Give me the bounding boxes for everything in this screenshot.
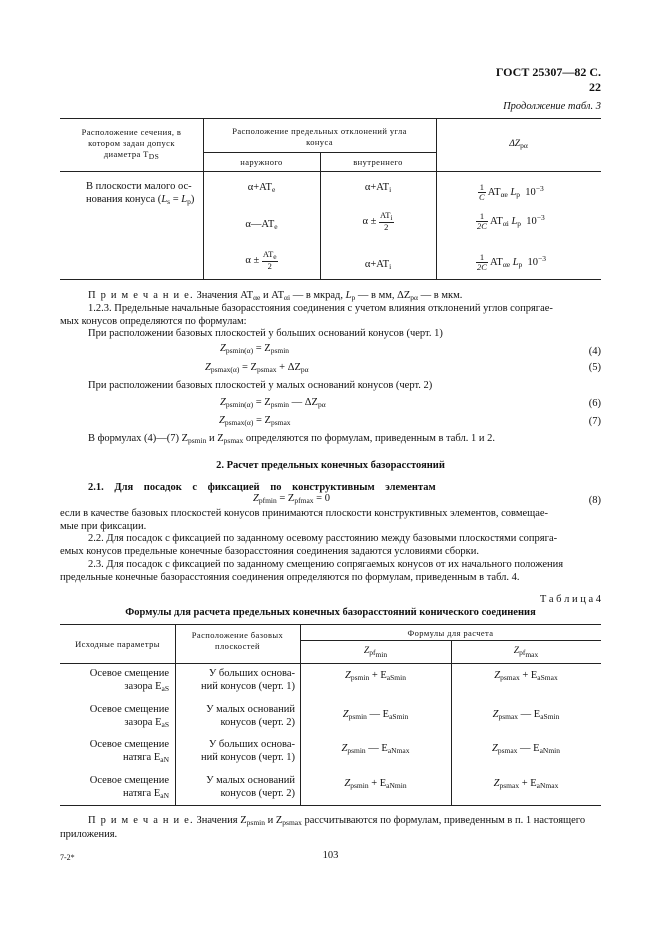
t4r2-p2	[60, 716, 169, 731]
note1: П р и м е ч а н и е. Значения $AT_{\alpha e}$ и $AT_{\alpha i}$ — в мкрад, $L_p$ — в мм, $\Delta Z_{p\alpha}$ — в мкм.	[88, 290, 463, 302]
r2-pow: 10	[526, 216, 537, 227]
table3-top-border	[60, 118, 601, 119]
table4-title: Формулы для расчета предельных конечных базорасстояний конического соединения	[125, 607, 536, 618]
table4-h3b-max: max	[525, 650, 539, 659]
note2-t1: Значения Z	[196, 815, 247, 826]
r1-coef-num: 1	[479, 182, 484, 193]
r1-ext-sub: e	[271, 185, 276, 194]
r1-at-sub: αe	[500, 190, 508, 199]
para-2-1-line3: мые при фиксации.	[60, 521, 147, 532]
r2-at: AT	[489, 216, 503, 227]
r2-int-frac-den: 2	[384, 222, 389, 232]
t4r1-b1: У больших основа-	[208, 668, 295, 679]
t4r3-p2	[60, 751, 169, 766]
f4-lhs: Z	[220, 343, 226, 354]
r2-int-frac-num-sub: i	[390, 213, 393, 222]
table3-r3-ext	[203, 250, 320, 271]
t4r3-base	[178, 738, 295, 764]
t4r4-f1	[300, 777, 451, 792]
r3-coef-den: 2C	[477, 262, 487, 273]
t4r4-f2-e: aNmax	[536, 781, 559, 790]
t4r4-f2	[451, 777, 601, 792]
note2-t2: и Z	[267, 815, 283, 826]
table3-r3-int	[320, 258, 436, 273]
r3-coef-num: 1	[476, 253, 488, 263]
page-number: 103	[322, 850, 339, 861]
f7-lhs-sub: psmax(α)	[224, 418, 254, 427]
t4r4-base	[178, 774, 295, 800]
para-2-3-line1: 2.3. Для посадок с фиксацией по заданному смещению сопрягаемых конусов от их начального положения	[88, 559, 564, 570]
table3-r1-formula	[478, 182, 544, 202]
para-2-2-line1: 2.2. Для посадок с фиксацией по заданному осевому расстоянию между базовыми плоскостями сопряга-	[88, 533, 558, 544]
t4r2-b2: конусов (черт. 2)	[220, 717, 295, 728]
formula-4-number: (4)	[588, 346, 601, 357]
formula-8	[253, 492, 330, 507]
table4-h3a-sub	[369, 648, 387, 657]
note1-t5: — в мкм.	[420, 290, 463, 301]
t4r2-b1: У малых оснований	[206, 704, 295, 715]
gost-header: ГОСТ 25307—82 С. 22	[495, 65, 601, 94]
t4r2-p1: Осевое смещение	[89, 704, 169, 715]
t4r4-f2-z: Z	[493, 778, 500, 789]
table3-col2-line2: конуса	[306, 137, 333, 147]
t4r3-f1-z: Z	[341, 743, 348, 754]
t4r1-f2	[451, 669, 601, 684]
table3-col2b-header: внутреннего	[353, 157, 403, 167]
t4r3-f2-s: psmax	[497, 746, 518, 755]
f6-extra-sub: pα	[317, 400, 326, 409]
t4r1-f1-op: + E	[369, 670, 387, 681]
f6-rhs-sub: psmin	[270, 400, 290, 409]
t4r3-f2-z: Z	[491, 743, 498, 754]
t4r2-f1	[300, 708, 451, 723]
t4r2-p2-text: зазора E	[124, 717, 162, 728]
r2-ext-text: α—AT	[245, 219, 275, 230]
note1-sub3: pα	[410, 293, 418, 302]
f5-rhs: = Z	[241, 362, 257, 373]
p5-a: В формулах (4)—(7) Z	[88, 433, 189, 444]
t4r1-f1-e: aSmin	[386, 673, 406, 682]
para123-line1: 1.2.3. Предельные начальные базорасстояния соединения с учетом влияния отклонений углов сопрягае-	[88, 303, 553, 314]
p5-c: определяются по формулам, приведенным в табл. 1 и 2.	[245, 433, 495, 444]
table3-r2-ext	[203, 218, 320, 233]
table3-row-label-text: нования конуса (	[86, 194, 162, 205]
r2-int-frac	[379, 211, 393, 232]
table4-h3a	[300, 645, 451, 661]
table4-h3a-z: Z	[363, 646, 370, 656]
t4r1-p2-text: зазора E	[124, 681, 162, 692]
table3-r3-formula	[476, 252, 546, 272]
t4r4-b1: У малых оснований	[206, 775, 295, 786]
r1-int-text: α+AT	[364, 182, 390, 193]
table4-h3a-pf: pf	[369, 648, 376, 657]
f5-lhs-sub: psmax(α)	[210, 365, 240, 374]
f8-mid: = Z	[279, 493, 295, 504]
table3-row-label-line2: нования конуса $(L_s = L_p)$	[86, 194, 195, 206]
note1-lead: П р и м е ч а н и е.	[88, 290, 194, 301]
r2-ext-sub: e	[274, 222, 278, 231]
formula-6	[220, 396, 326, 411]
f8-lhs: Z	[253, 493, 259, 504]
table3-col1-line1: Расположение сечения, в	[81, 127, 182, 137]
t4r3-f2	[451, 742, 601, 757]
t4r1-p2	[60, 680, 169, 695]
r2-lp-sub: p	[517, 219, 522, 228]
table3-r1-ext	[203, 181, 320, 196]
r2-coef	[476, 212, 488, 231]
r1-at: AT	[487, 187, 501, 198]
note1-sub1: αe	[253, 293, 261, 302]
formula-4	[220, 342, 289, 357]
formula-6-number: (6)	[588, 398, 601, 409]
t4r1-b2: ний конусов (черт. 1)	[200, 681, 295, 692]
r1-coef-den: C	[479, 192, 485, 203]
table3-col2a-header: наружного	[240, 157, 283, 167]
t4r1-f2-z: Z	[494, 670, 501, 681]
footer-code: 7-2*	[60, 853, 75, 862]
r1-lp-sub: p	[516, 190, 521, 199]
r3-at: AT	[489, 257, 503, 268]
t4r2-f1-op: — E	[366, 709, 390, 720]
table4-h3: Формулы для расчета	[407, 628, 494, 638]
f8-sub2: pfmax	[294, 496, 314, 505]
t4r4-p2-sub: aN	[160, 791, 169, 800]
para123-line3: При расположении базовых плоскостей у больших оснований конусов (черт. 1)	[88, 328, 443, 339]
f4-rhs-wrap	[256, 343, 271, 354]
t4r1-p2-sub: aS	[161, 684, 169, 693]
table3-col1-text: диаметра T	[103, 149, 149, 159]
r1-coef	[478, 183, 486, 202]
note2-line1	[88, 814, 585, 829]
t4r4-f1-op: + E	[368, 778, 387, 789]
t4r3-f1-e: aNmax	[387, 746, 410, 755]
r2-pow-sup: −3	[536, 213, 545, 222]
table4-h3b-z: Z	[513, 646, 520, 656]
note2-lead: П р и м е ч а н и е.	[88, 815, 194, 826]
t4r4-f2-op: + E	[519, 778, 537, 789]
r1-int-sub: i	[389, 185, 392, 194]
t4r2-f2-op: — E	[518, 709, 541, 720]
f4-lhs-sub: psmin(α)	[225, 346, 254, 355]
t4r3-p2-sub: aN	[160, 755, 169, 764]
para-2-1-line2: если в качестве базовых плоскостей конусов принимаются плоскости конструктивных элементов, совмещае-	[60, 508, 549, 519]
t4r4-p2	[60, 787, 169, 802]
t4r4-p2-text: натяга E	[122, 788, 161, 799]
t4r1-f1	[300, 669, 451, 684]
para123-line2: мых конусов определяются по формулам:	[60, 316, 247, 327]
table4-label: Т а б л и ц а 4	[539, 594, 601, 605]
f7-lhs: Z	[219, 415, 225, 426]
f5-lhs: Z	[205, 362, 211, 373]
t4r1-f2-s: psmax	[500, 673, 520, 682]
continuation-label: Продолжение табл. 3	[503, 101, 601, 112]
table4-h3b-sub	[519, 648, 538, 657]
section2-title: 2. Расчет предельных конечных базорасстояний	[216, 460, 445, 471]
table4-h2-line2: плоскостей	[215, 641, 260, 651]
table3-col1-sub: DS	[148, 152, 160, 161]
t4r2-f2-z: Z	[492, 709, 499, 720]
r3-coef	[476, 253, 488, 272]
table4-h3a-min: min	[375, 650, 388, 659]
table3-r2-formula	[476, 211, 545, 231]
formula-7-number: (7)	[588, 416, 601, 427]
t4r3-b2: ний конусов (черт. 1)	[200, 752, 295, 763]
t4r2-f2-s: psmax	[498, 712, 519, 721]
formula-8-number: (8)	[588, 495, 601, 506]
r3-lp-sub: p	[518, 260, 523, 269]
table3-col1-line2: котором задан допуск	[88, 138, 175, 148]
t4r4-f1-z: Z	[344, 778, 351, 789]
note1-t3: — в мкрад,	[292, 290, 344, 301]
table3-col3-text: ΔZ	[509, 139, 521, 149]
para123-line4: При расположении базовых плоскостей у малых оснований конусов (черт. 2)	[88, 380, 433, 391]
t4r3-param	[60, 738, 169, 766]
t4r2-base	[178, 703, 295, 729]
r3-int-text: α+AT	[364, 259, 390, 270]
table3-r1-int	[320, 181, 436, 196]
t4r2-f2	[451, 708, 601, 723]
r3-int-sub: i	[389, 262, 392, 271]
f4-rhs-sub: psmin	[270, 346, 290, 355]
table3-col3-sub: pα	[520, 141, 528, 150]
p5-b: и Z	[208, 433, 224, 444]
table3-col1-header	[60, 127, 203, 162]
para-2-1-title: 2.1. Для посадок с фиксацией по конструктивным элементам	[88, 482, 436, 493]
note1-t2: и AT	[262, 290, 285, 301]
r3-pow: 10	[527, 257, 539, 268]
table4-h2-line1: Расположение базовых	[191, 630, 284, 640]
t4r1-f2-op: + E	[519, 670, 538, 681]
para-2-2-line2: емых конусов предельные конечные базорасстояния соединения задаются условиями сборки.	[60, 546, 479, 557]
note1-t1: Значения AT	[196, 290, 254, 301]
table3-header-bottom	[60, 171, 601, 172]
r3-pow-sup: −3	[538, 254, 547, 263]
t4r3-b1: У больших основа-	[208, 739, 295, 750]
r1-ext-text: α+AT	[247, 182, 272, 193]
t4r4-f1-s: psmin	[350, 781, 369, 790]
t4r2-param	[60, 703, 169, 731]
f5-rhs-sub: psmax	[256, 365, 277, 374]
t4r2-f1-z: Z	[342, 709, 349, 720]
table4-h3b	[451, 645, 601, 661]
note2-line2: приложения.	[60, 829, 118, 840]
note1-sub2: αi	[284, 293, 291, 302]
t4r2-p2-sub: aS	[161, 720, 169, 729]
f6-extra: — ΔZ	[291, 397, 318, 408]
t4r4-param	[60, 774, 169, 802]
r3-at-sub: αe	[502, 260, 511, 269]
formula-5	[205, 361, 309, 376]
r1-lp: L	[510, 187, 517, 198]
t4r3-f1	[300, 742, 451, 757]
table3-col1-line3	[60, 149, 203, 162]
r2-int-text: α ±	[362, 215, 377, 227]
t4r1-f1-s: psmin	[350, 673, 370, 682]
t4r3-f2-op: — E	[517, 743, 540, 754]
t4r3-f1-op: — E	[365, 743, 388, 754]
table4-h1: Исходные параметры	[75, 639, 160, 649]
r2-int-frac-num-text: AT	[380, 210, 391, 220]
note2-s2: psmax	[282, 818, 302, 827]
table4-h2	[175, 630, 300, 652]
t4r3-f2-e: aNmin	[539, 746, 561, 755]
t4r3-f1-s: psmin	[347, 746, 366, 755]
r3-ext-frac-num-text: AT	[262, 249, 274, 259]
para-2-3-line2: предельные конечные базорасстояния соединения определяются по формулам, приведенным в табл. 4.	[60, 572, 520, 583]
note2-s1: psmin	[246, 818, 265, 827]
r3-ext-text: α ±	[245, 254, 260, 266]
t4r4-b2: конусов (черт. 2)	[220, 788, 295, 799]
r3-ext-frac-num-sub: e	[273, 252, 277, 261]
note2-t3: рассчитываются по формулам, приведенным в п. 1 настоящего	[304, 815, 586, 826]
table3-row-label-line1: В плоскости малого ос-	[86, 181, 192, 192]
t4r1-p1: Осевое смещение	[89, 668, 169, 679]
t4r3-p2-text: натяга E	[122, 752, 161, 763]
table4-h3b-pf: pf	[519, 648, 526, 657]
t4r1-f2-e: aSmax	[537, 673, 558, 682]
table3-col2-line1: Расположение предельных отклонений угла	[232, 126, 407, 136]
t4r4-p1: Осевое смещение	[89, 775, 169, 786]
r1-pow-sup: −3	[535, 184, 544, 193]
r2-at-sub: αi	[502, 219, 509, 228]
f4-rhs: = Z	[255, 343, 271, 354]
r2-lp: L	[511, 216, 518, 227]
f5-extra-sub: pα	[300, 365, 309, 374]
t4r1-f1-z: Z	[345, 670, 351, 681]
t4r1-base	[178, 667, 295, 693]
f6-lhs: Z	[220, 397, 226, 408]
r1-pow: 10	[525, 187, 536, 198]
table4-header-bottom	[60, 663, 601, 664]
f8-sub1: pfmin	[258, 496, 277, 505]
table3-r2-int	[320, 211, 436, 232]
table3-bottom-border	[60, 279, 601, 280]
f7-rhs-sub: psmax	[270, 418, 291, 427]
formula-5-number: (5)	[588, 362, 601, 373]
f8-end: = 0	[316, 493, 330, 504]
t4r4-f2-s: psmax	[499, 781, 520, 790]
f7-rhs: = Z	[255, 415, 271, 426]
table3-col3-header	[436, 138, 601, 152]
r2-coef-den: 2C	[477, 221, 487, 232]
formula-7	[219, 414, 291, 429]
f6-lhs-sub: psmin(α)	[225, 400, 254, 409]
r3-ext-frac	[262, 250, 278, 271]
t4r1-param	[60, 667, 169, 695]
para123-line5: В формулах (4)—(7) $Z_{psmin}$ и $Z_{psmax}$ определяются по формулам, приведенным в табл. 1 и 2.	[88, 433, 495, 445]
f6-rhs: = Z	[255, 397, 271, 408]
t4r2-f2-e: aSmin	[540, 712, 560, 721]
r2-coef-num: 1	[476, 212, 488, 222]
note1-t4: — в мм, ΔZ	[357, 290, 411, 301]
t4r2-f1-s: psmin	[348, 712, 367, 721]
table4-bottom-border	[60, 805, 601, 806]
t4r3-p1: Осевое смещение	[89, 739, 169, 750]
f5-extra: + ΔZ	[279, 362, 301, 373]
table3-col2-header	[203, 126, 436, 148]
r3-ext-frac-den: 2	[267, 261, 272, 271]
r3-lp: L	[512, 257, 519, 268]
t4r4-f1-e: aNmin	[386, 781, 407, 790]
table3-row-label	[86, 180, 204, 208]
table4-top-border	[60, 624, 601, 625]
t4r2-f1-e: aSmin	[389, 712, 409, 721]
